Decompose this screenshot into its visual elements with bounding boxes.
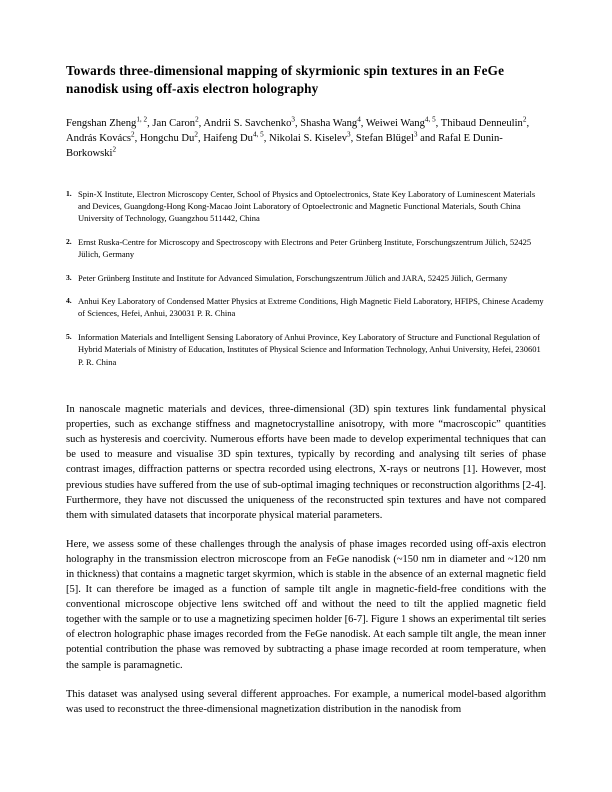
affiliation-text: Information Materials and Intelligent Sensing Laboratory of Anhui Province, Key Laboratory of Structure and Functional Regulation of Hybrid Materials of Ministry of Education, Institutes of Physical Science and Information Technology, Anhui University, Hefei, 230601 P. R. China (78, 331, 541, 367)
affiliation-item (66, 236, 546, 261)
affiliation-item (66, 188, 546, 225)
affiliation-text: Peter Grünberg Institute and Institute for Advanced Simulation, Forschungszentrum Jülich and JARA, 52425 Jülich, Germany (78, 272, 508, 283)
affiliation-number: 5. (66, 331, 72, 341)
affiliation-number: 1. (66, 188, 72, 198)
body-paragraph: Here, we assess some of these challenges through the analysis of phase images recorded using off-axis electron holography in the transmission electron microscope from an FeGe nanodisk (~150 nm in diameter and ~120 nm in thickness) that contains a magnetic target skyrmion, which is stable in the absence of an external magnetic field [5]. It can therefore be imaged as a function of sample tilt angle in magnetic-field-free conditions with the conventional microscope objective lens switched off and without the need to tilt the applied magnetic field together with the sample or to use a magnetizing specimen holder [6-7]. Figure 1 shows an experimental tilt series of electron holographic phase images recorded from the FeGe nanodisk. At each sample tilt angle, the mean inner potential contribution the phase was removed by subtracting a phase image recorded at room temperature, when the sample is paramagnetic. (66, 538, 546, 671)
affiliation-text: Anhui Key Laboratory of Condensed Matter Physics at Extreme Conditions, High Magnetic Field Laboratory, HFIPS, Chinese Academy of Sciences, Hefei, Anhui, 230031 P. R. China (78, 296, 544, 319)
affiliation-text: Spin-X Institute, Electron Microscopy Center, School of Physics and Optoelectronics, State Key Laboratory of Luminescent Materials and Devices, Guangdong-Hong Kong-Macao Joint Laboratory of Optoelectronic and Magnetic Functional Materials, South China University of Technology, Guangzhou 511442, China (78, 188, 536, 224)
affiliation-item (66, 272, 546, 284)
affiliation-number: 2. (66, 236, 72, 246)
affiliation-item (66, 295, 546, 320)
author-list: Fengshan Zheng$^{1, 2}$, Jan Caron$^2$, Andrii S. Savchenko$^3$, Shasha Wang$^4$, Weiwei Wang$^{4, 5}$, Thibaud Denneulin$^2$, András Kovács$^2$, Hongchu Du$^2$, Haifeng Du$^{4, 5}$, Nikolai S. Kiselev$^3$, Stefan Blügel$^3$ and Rafal E Dunin-Borkowski$^2$ (66, 115, 530, 160)
body-paragraph: In nanoscale magnetic materials and devices, three-dimensional (3D) spin textures link fundamental physical properties, such as exchange stiffness and magnetocrystalline anisotropy, with more “macroscopic” quantities such as hysteresis and coercivity. Numerous efforts have been made to develop experimental techniques that can be used to measure and visualise 3D spin textures, typically by recording and analysing tilt series of phase contrast images, diffraction patterns or spectra recorded using electrons, X-rays or neutrons [1]. However, most previous studies have suffered from the use of sub-optimal imaging techniques or reconstruction algorithms [2-4]. Furthermore, they have not discussed the uniqueness of the reconstructed spin textures and have not compared them with simulated datasets that incorporate physical material parameters. (66, 404, 546, 521)
body-paragraph: This dataset was analysed using several different approaches. For example, a numerical model-based algorithm was used to reconstruct the three-dimensional magnetization distribution in the nanodisk from (66, 688, 546, 715)
page-title: Towards three-dimensional mapping of skyrmionic spin textures in an FeGe nanodisk using off-axis electron holography (66, 63, 505, 96)
affiliation-number: 4. (66, 296, 72, 306)
affiliation-number: 3. (66, 272, 72, 282)
affiliation-list (66, 188, 546, 368)
affiliation-text: Ernst Ruska-Centre for Microscopy and Spectroscopy with Electrons and Peter Grünberg Institute, Forschungszentrum Jülich, 52425 Jülich, Germany (78, 236, 532, 260)
affiliation-item (66, 331, 546, 368)
